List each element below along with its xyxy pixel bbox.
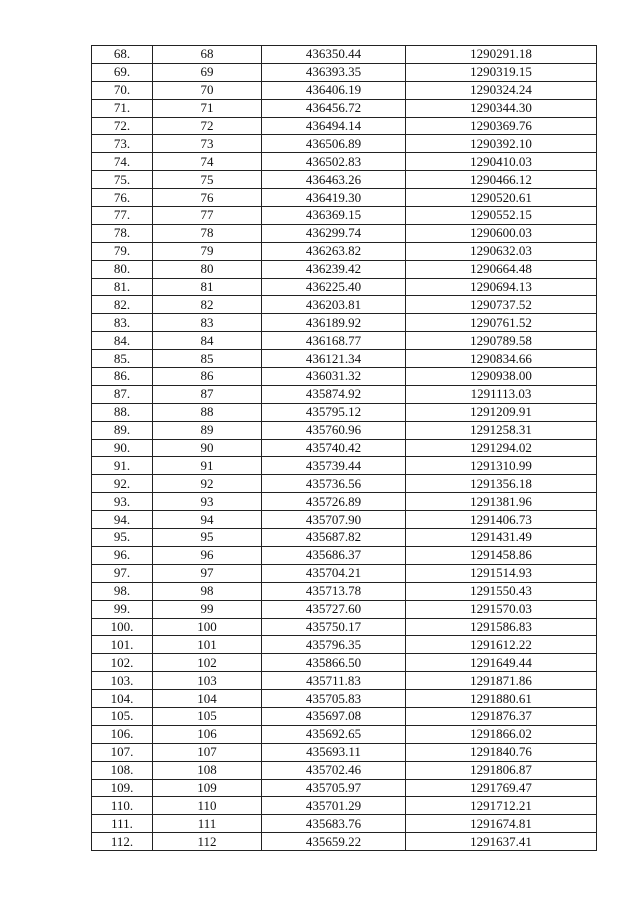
x-coordinate-cell: 435760.96 (262, 421, 406, 439)
point-number-cell: 71 (153, 99, 262, 117)
x-coordinate-cell: 436203.81 (262, 296, 406, 314)
y-coordinate-cell: 1291880.61 (406, 690, 597, 708)
y-coordinate-cell: 1291113.03 (406, 385, 597, 403)
coordinates-table (91, 45, 597, 851)
y-coordinate-cell: 1291769.47 (406, 779, 597, 797)
x-coordinate-cell: 436189.92 (262, 314, 406, 332)
table-row (92, 385, 597, 403)
x-coordinate-cell: 435713.78 (262, 582, 406, 600)
row-index-cell: 73. (92, 135, 153, 153)
point-number-cell: 78 (153, 224, 262, 242)
x-coordinate-cell: 435659.22 (262, 833, 406, 851)
x-coordinate-cell: 436168.77 (262, 332, 406, 350)
table-row (92, 618, 597, 636)
y-coordinate-cell: 1290789.58 (406, 332, 597, 350)
point-number-cell: 106 (153, 725, 262, 743)
point-number-cell: 112 (153, 833, 262, 851)
x-coordinate-cell: 436502.83 (262, 153, 406, 171)
x-coordinate-cell: 436263.82 (262, 242, 406, 260)
row-index-cell: 86. (92, 368, 153, 386)
point-number-cell: 72 (153, 117, 262, 135)
table-row (92, 403, 597, 421)
table-row (92, 511, 597, 529)
table-row (92, 135, 597, 153)
y-coordinate-cell: 1290344.30 (406, 99, 597, 117)
x-coordinate-cell: 436299.74 (262, 224, 406, 242)
row-index-cell: 112. (92, 833, 153, 851)
x-coordinate-cell: 436463.26 (262, 171, 406, 189)
x-coordinate-cell: 435702.46 (262, 761, 406, 779)
y-coordinate-cell: 1291209.91 (406, 403, 597, 421)
table-row (92, 672, 597, 690)
row-index-cell: 87. (92, 385, 153, 403)
point-number-cell: 108 (153, 761, 262, 779)
x-coordinate-cell: 436121.34 (262, 350, 406, 368)
x-coordinate-cell: 435687.82 (262, 529, 406, 547)
point-number-cell: 101 (153, 636, 262, 654)
x-coordinate-cell: 435701.29 (262, 797, 406, 815)
row-index-cell: 107. (92, 743, 153, 761)
point-number-cell: 84 (153, 332, 262, 350)
point-number-cell: 74 (153, 153, 262, 171)
row-index-cell: 105. (92, 707, 153, 725)
row-index-cell: 91. (92, 457, 153, 475)
table-row (92, 582, 597, 600)
table-row (92, 350, 597, 368)
row-index-cell: 103. (92, 672, 153, 690)
row-index-cell: 99. (92, 600, 153, 618)
row-index-cell: 72. (92, 117, 153, 135)
y-coordinate-cell: 1291674.81 (406, 815, 597, 833)
row-index-cell: 97. (92, 564, 153, 582)
y-coordinate-cell: 1291806.87 (406, 761, 597, 779)
row-index-cell: 79. (92, 242, 153, 260)
row-index-cell: 80. (92, 260, 153, 278)
row-index-cell: 104. (92, 690, 153, 708)
x-coordinate-cell: 436350.44 (262, 46, 406, 64)
x-coordinate-cell: 435796.35 (262, 636, 406, 654)
point-number-cell: 86 (153, 368, 262, 386)
y-coordinate-cell: 1291866.02 (406, 725, 597, 743)
y-coordinate-cell: 1291612.22 (406, 636, 597, 654)
point-number-cell: 94 (153, 511, 262, 529)
y-coordinate-cell: 1290520.61 (406, 189, 597, 207)
table-row (92, 493, 597, 511)
point-number-cell: 69 (153, 63, 262, 81)
y-coordinate-cell: 1290834.66 (406, 350, 597, 368)
table-row (92, 46, 597, 64)
row-index-cell: 111. (92, 815, 153, 833)
y-coordinate-cell: 1291310.99 (406, 457, 597, 475)
x-coordinate-cell: 435866.50 (262, 654, 406, 672)
point-number-cell: 81 (153, 278, 262, 296)
y-coordinate-cell: 1290466.12 (406, 171, 597, 189)
table-row (92, 63, 597, 81)
y-coordinate-cell: 1291258.31 (406, 421, 597, 439)
x-coordinate-cell: 435736.56 (262, 475, 406, 493)
row-index-cell: 106. (92, 725, 153, 743)
table-row (92, 421, 597, 439)
table-row (92, 743, 597, 761)
y-coordinate-cell: 1291431.49 (406, 529, 597, 547)
point-number-cell: 109 (153, 779, 262, 797)
table-row (92, 189, 597, 207)
row-index-cell: 89. (92, 421, 153, 439)
row-index-cell: 85. (92, 350, 153, 368)
x-coordinate-cell: 435874.92 (262, 385, 406, 403)
table-row (92, 761, 597, 779)
row-index-cell: 95. (92, 529, 153, 547)
x-coordinate-cell: 436393.35 (262, 63, 406, 81)
row-index-cell: 78. (92, 224, 153, 242)
point-number-cell: 97 (153, 564, 262, 582)
table-row (92, 475, 597, 493)
point-number-cell: 107 (153, 743, 262, 761)
x-coordinate-cell: 435740.42 (262, 439, 406, 457)
row-index-cell: 70. (92, 81, 153, 99)
table-row (92, 529, 597, 547)
x-coordinate-cell: 435697.08 (262, 707, 406, 725)
row-index-cell: 98. (92, 582, 153, 600)
table-row (92, 314, 597, 332)
y-coordinate-cell: 1291550.43 (406, 582, 597, 600)
row-index-cell: 71. (92, 99, 153, 117)
point-number-cell: 77 (153, 207, 262, 225)
y-coordinate-cell: 1290369.76 (406, 117, 597, 135)
table-row (92, 797, 597, 815)
x-coordinate-cell: 435686.37 (262, 546, 406, 564)
row-index-cell: 96. (92, 546, 153, 564)
table-row (92, 99, 597, 117)
point-number-cell: 90 (153, 439, 262, 457)
y-coordinate-cell: 1290694.13 (406, 278, 597, 296)
row-index-cell: 100. (92, 618, 153, 636)
x-coordinate-cell: 435795.12 (262, 403, 406, 421)
point-number-cell: 98 (153, 582, 262, 600)
table-row (92, 654, 597, 672)
point-number-cell: 103 (153, 672, 262, 690)
y-coordinate-cell: 1290319.15 (406, 63, 597, 81)
table-row (92, 260, 597, 278)
table-row (92, 439, 597, 457)
point-number-cell: 99 (153, 600, 262, 618)
point-number-cell: 88 (153, 403, 262, 421)
y-coordinate-cell: 1290632.03 (406, 242, 597, 260)
row-index-cell: 108. (92, 761, 153, 779)
point-number-cell: 87 (153, 385, 262, 403)
row-index-cell: 102. (92, 654, 153, 672)
point-number-cell: 85 (153, 350, 262, 368)
table-row (92, 779, 597, 797)
point-number-cell: 83 (153, 314, 262, 332)
point-number-cell: 95 (153, 529, 262, 547)
y-coordinate-cell: 1291712.21 (406, 797, 597, 815)
table-row (92, 725, 597, 743)
x-coordinate-cell: 435692.65 (262, 725, 406, 743)
point-number-cell: 93 (153, 493, 262, 511)
y-coordinate-cell: 1290938.00 (406, 368, 597, 386)
x-coordinate-cell: 436239.42 (262, 260, 406, 278)
table-row (92, 564, 597, 582)
row-index-cell: 69. (92, 63, 153, 81)
point-number-cell: 79 (153, 242, 262, 260)
y-coordinate-cell: 1291649.44 (406, 654, 597, 672)
coordinates-table-body (92, 46, 597, 851)
point-number-cell: 91 (153, 457, 262, 475)
y-coordinate-cell: 1291294.02 (406, 439, 597, 457)
row-index-cell: 82. (92, 296, 153, 314)
table-row (92, 278, 597, 296)
point-number-cell: 76 (153, 189, 262, 207)
y-coordinate-cell: 1290761.52 (406, 314, 597, 332)
x-coordinate-cell: 435693.11 (262, 743, 406, 761)
y-coordinate-cell: 1290291.18 (406, 46, 597, 64)
point-number-cell: 92 (153, 475, 262, 493)
row-index-cell: 74. (92, 153, 153, 171)
y-coordinate-cell: 1291876.37 (406, 707, 597, 725)
y-coordinate-cell: 1291381.96 (406, 493, 597, 511)
table-row (92, 815, 597, 833)
point-number-cell: 75 (153, 171, 262, 189)
table-row (92, 171, 597, 189)
point-number-cell: 104 (153, 690, 262, 708)
x-coordinate-cell: 436031.32 (262, 368, 406, 386)
y-coordinate-cell: 1291840.76 (406, 743, 597, 761)
point-number-cell: 111 (153, 815, 262, 833)
y-coordinate-cell: 1290392.10 (406, 135, 597, 153)
row-index-cell: 83. (92, 314, 153, 332)
row-index-cell: 92. (92, 475, 153, 493)
row-index-cell: 88. (92, 403, 153, 421)
row-index-cell: 68. (92, 46, 153, 64)
point-number-cell: 82 (153, 296, 262, 314)
table-row (92, 368, 597, 386)
point-number-cell: 105 (153, 707, 262, 725)
table-row (92, 636, 597, 654)
x-coordinate-cell: 436506.89 (262, 135, 406, 153)
row-index-cell: 90. (92, 439, 153, 457)
x-coordinate-cell: 435705.97 (262, 779, 406, 797)
x-coordinate-cell: 436494.14 (262, 117, 406, 135)
row-index-cell: 77. (92, 207, 153, 225)
y-coordinate-cell: 1291570.03 (406, 600, 597, 618)
row-index-cell: 94. (92, 511, 153, 529)
y-coordinate-cell: 1291356.18 (406, 475, 597, 493)
table-row (92, 690, 597, 708)
y-coordinate-cell: 1291458.86 (406, 546, 597, 564)
table-row (92, 332, 597, 350)
point-number-cell: 100 (153, 618, 262, 636)
table-row (92, 242, 597, 260)
table-row (92, 546, 597, 564)
x-coordinate-cell: 435727.60 (262, 600, 406, 618)
y-coordinate-cell: 1290552.15 (406, 207, 597, 225)
x-coordinate-cell: 436456.72 (262, 99, 406, 117)
x-coordinate-cell: 436419.30 (262, 189, 406, 207)
y-coordinate-cell: 1290737.52 (406, 296, 597, 314)
row-index-cell: 75. (92, 171, 153, 189)
y-coordinate-cell: 1290600.03 (406, 224, 597, 242)
row-index-cell: 101. (92, 636, 153, 654)
row-index-cell: 110. (92, 797, 153, 815)
y-coordinate-cell: 1290664.48 (406, 260, 597, 278)
x-coordinate-cell: 435707.90 (262, 511, 406, 529)
x-coordinate-cell: 436225.40 (262, 278, 406, 296)
x-coordinate-cell: 435705.83 (262, 690, 406, 708)
x-coordinate-cell: 435739.44 (262, 457, 406, 475)
table-row (92, 600, 597, 618)
table-row (92, 457, 597, 475)
point-number-cell: 89 (153, 421, 262, 439)
x-coordinate-cell: 435683.76 (262, 815, 406, 833)
y-coordinate-cell: 1291637.41 (406, 833, 597, 851)
x-coordinate-cell: 435750.17 (262, 618, 406, 636)
y-coordinate-cell: 1290324.24 (406, 81, 597, 99)
point-number-cell: 110 (153, 797, 262, 815)
x-coordinate-cell: 436369.15 (262, 207, 406, 225)
table-row (92, 81, 597, 99)
row-index-cell: 109. (92, 779, 153, 797)
table-row (92, 707, 597, 725)
table-row (92, 153, 597, 171)
row-index-cell: 84. (92, 332, 153, 350)
row-index-cell: 81. (92, 278, 153, 296)
point-number-cell: 70 (153, 81, 262, 99)
y-coordinate-cell: 1291514.93 (406, 564, 597, 582)
x-coordinate-cell: 435711.83 (262, 672, 406, 690)
point-number-cell: 102 (153, 654, 262, 672)
point-number-cell: 96 (153, 546, 262, 564)
table-row (92, 296, 597, 314)
point-number-cell: 73 (153, 135, 262, 153)
x-coordinate-cell: 435726.89 (262, 493, 406, 511)
y-coordinate-cell: 1290410.03 (406, 153, 597, 171)
row-index-cell: 76. (92, 189, 153, 207)
y-coordinate-cell: 1291406.73 (406, 511, 597, 529)
x-coordinate-cell: 435704.21 (262, 564, 406, 582)
row-index-cell: 93. (92, 493, 153, 511)
table-row (92, 224, 597, 242)
y-coordinate-cell: 1291586.83 (406, 618, 597, 636)
point-number-cell: 68 (153, 46, 262, 64)
point-number-cell: 80 (153, 260, 262, 278)
table-row (92, 833, 597, 851)
x-coordinate-cell: 436406.19 (262, 81, 406, 99)
table-row (92, 117, 597, 135)
table-row (92, 207, 597, 225)
y-coordinate-cell: 1291871.86 (406, 672, 597, 690)
